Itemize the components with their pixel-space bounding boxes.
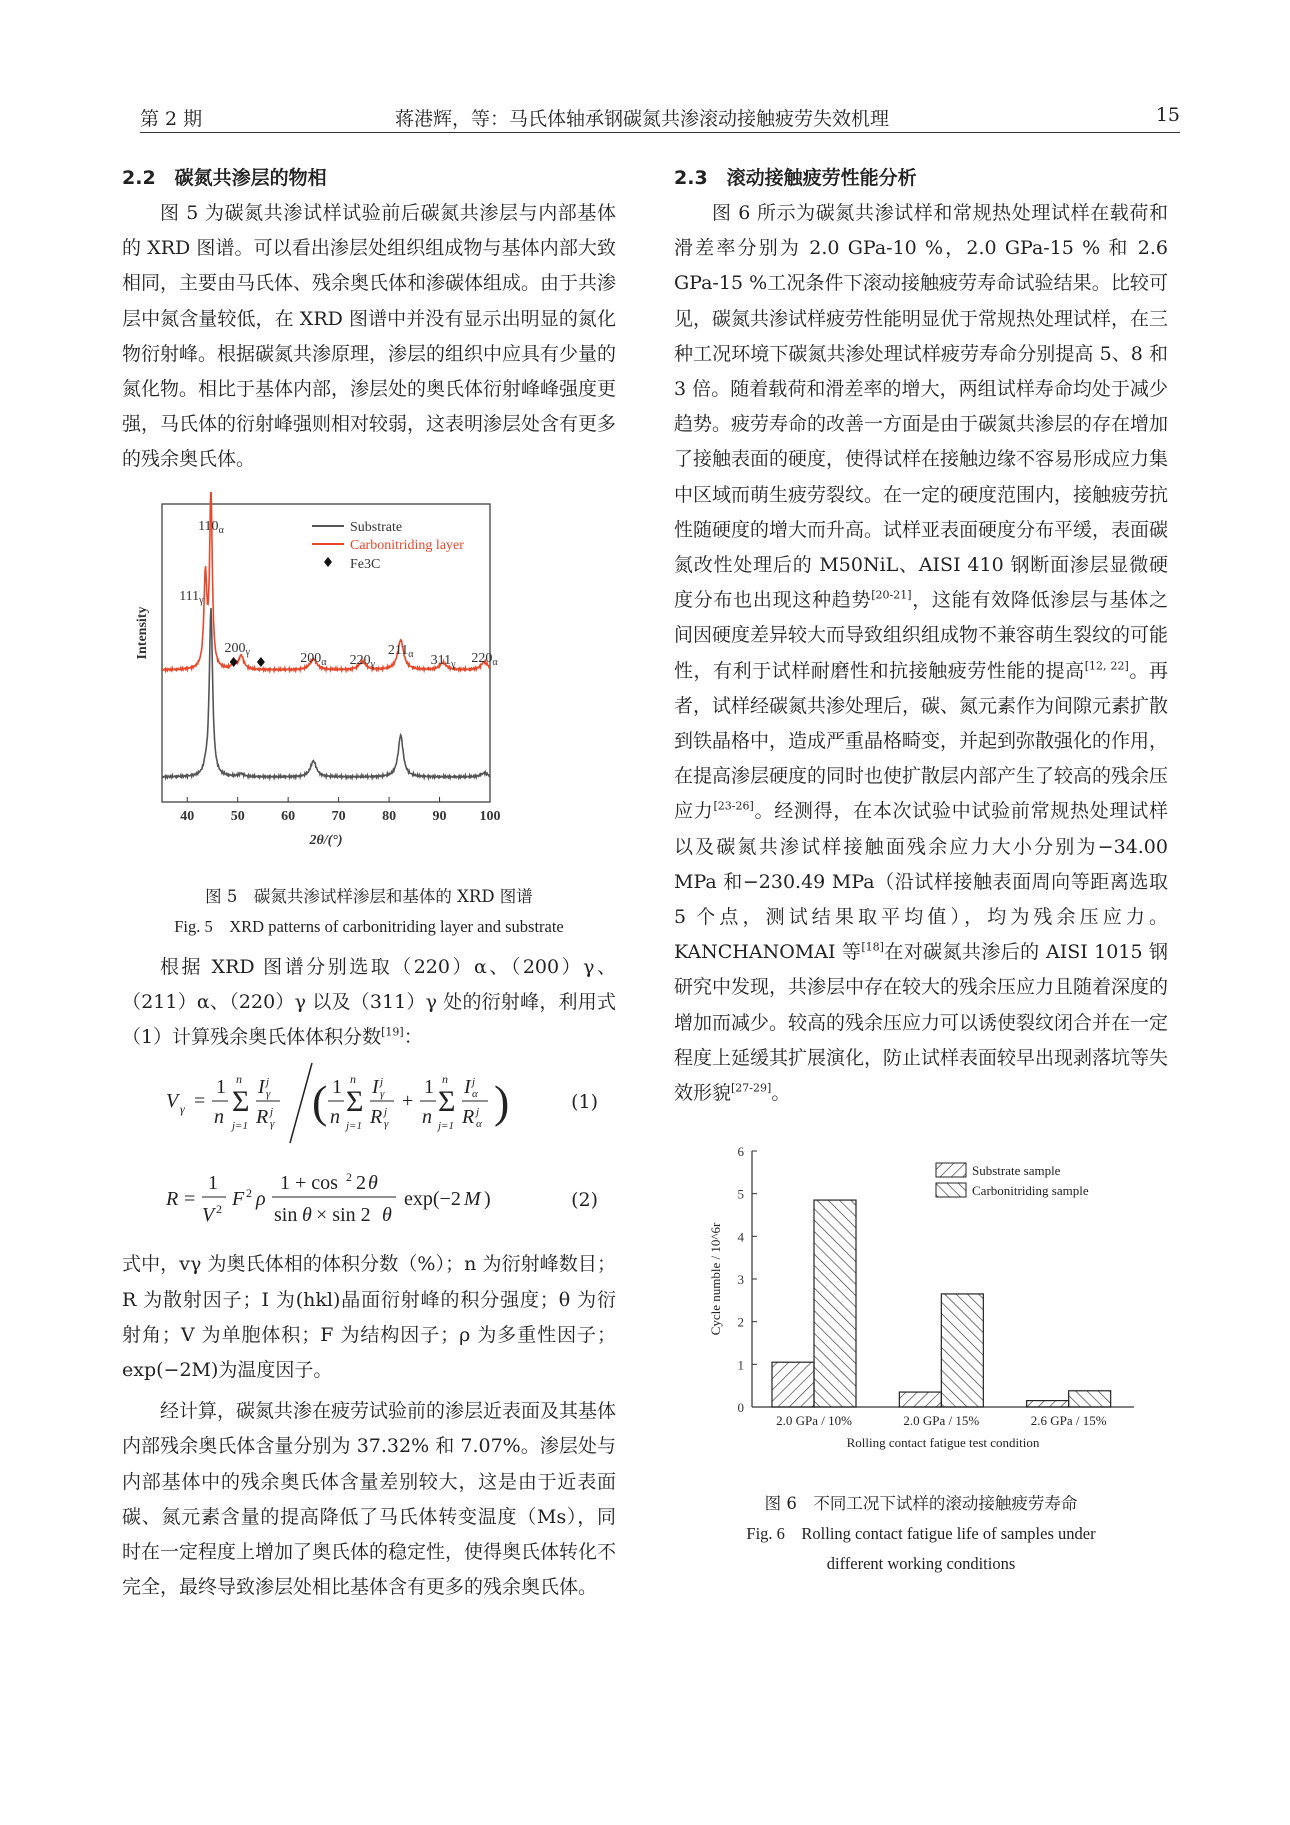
xrd-substrate-line xyxy=(162,608,490,778)
bar-y-tick-label: 3 xyxy=(737,1272,744,1288)
svg-text:1: 1 xyxy=(208,1172,218,1195)
formula-intro-end: ： xyxy=(403,1026,423,1049)
equation-2-number: (2) xyxy=(571,1189,598,1212)
xrd-x-axis-label: 2θ/(°) xyxy=(309,832,343,848)
formula-intro-text: 根据 XRD 图谱分别选取（220）α、（200）γ、（211）α、（220）γ 以及（311）γ 处的衍射峰，利用式（1）计算残余奥氏体体积分数 xyxy=(122,955,616,1049)
svg-text:γ: γ xyxy=(270,1118,275,1131)
legend-swatch xyxy=(936,1183,966,1197)
legend-label: Substrate sample xyxy=(972,1163,1061,1179)
section-heading-2-2: 2.2 碳氮共渗层的物相 xyxy=(122,167,327,189)
svg-text:Σ: Σ xyxy=(346,1085,364,1119)
page-number: 15 xyxy=(1155,104,1180,126)
svg-text:j: j xyxy=(270,1106,274,1119)
legend-label: Carbonitriding sample xyxy=(972,1183,1089,1199)
svg-text:M: M xyxy=(464,1188,481,1211)
svg-text:I: I xyxy=(258,1076,265,1099)
svg-text:j=1: j=1 xyxy=(346,1120,362,1133)
xrd-peak-label: $200_\alpha$ xyxy=(300,650,327,668)
xrd-x-tick-label: 40 xyxy=(180,808,195,824)
citation-12-22: [12, 22] xyxy=(1084,659,1129,673)
rcf-text-2: ，这能有效降低渗层与基体之间因硬度差异较大而导致组织组成物不兼容萌生裂纹的可能性，有利于试样耐磨性和抗接触疲劳性能的提高 xyxy=(674,589,1169,682)
running-header xyxy=(140,100,1180,133)
svg-text:2: 2 xyxy=(216,1202,222,1217)
xrd-peak-label: $220_\alpha$ xyxy=(471,650,498,668)
left-column xyxy=(122,162,616,1605)
bar-carbonitriding xyxy=(814,1200,856,1407)
figure-6-caption-en-2: different working conditions xyxy=(826,1554,1016,1574)
svg-text:α: α xyxy=(472,1088,478,1101)
equation-2 xyxy=(122,1155,616,1241)
section-heading-2-3: 2.3 滚动接触疲劳性能分析 xyxy=(674,167,917,189)
svg-text:j=1: j=1 xyxy=(232,1120,248,1133)
figure-5 xyxy=(122,492,616,942)
svg-text:sin: sin xyxy=(274,1204,298,1227)
bar-x-axis-label: Rolling contact fatigue test condition xyxy=(846,1435,1040,1451)
svg-text:I: I xyxy=(464,1076,471,1099)
xrd-peak-label: $211_\alpha$ xyxy=(387,642,414,660)
bar-y-tick-label: 5 xyxy=(737,1186,744,1202)
legend-fe3c-swatch xyxy=(324,557,332,567)
svg-text:n: n xyxy=(350,1072,356,1087)
citation-19: [19] xyxy=(381,1025,404,1039)
right-column xyxy=(674,162,1168,1579)
paragraph-symbols: 式中，vγ 为奥氏体相的体积分数（%）；n 为衍射峰数目；R 为散射因子；I 为(hkl)晶面衍射峰的积分强度；θ 为衍射角；V 为单胞体积；F 为结构因子；ρ 为多重性因子；exp(−2M)为温度因子。 xyxy=(122,1253,616,1382)
svg-text:R: R xyxy=(166,1188,179,1211)
rcf-text-6: 。 xyxy=(771,1082,791,1105)
paragraph-rcf xyxy=(674,196,1168,1111)
svg-text:n: n xyxy=(214,1106,224,1129)
xrd-peak-label: $111_\gamma$ xyxy=(179,588,204,606)
equation-2-formula xyxy=(162,1155,562,1241)
svg-text:γ: γ xyxy=(180,1102,185,1117)
xrd-y-axis-label: Intensity xyxy=(135,606,150,660)
xrd-chart xyxy=(122,492,616,862)
svg-text:(: ( xyxy=(312,1076,328,1128)
xrd-peak-label: $311_\gamma$ xyxy=(430,652,456,670)
svg-text:j: j xyxy=(384,1106,388,1119)
paragraph-formula-intro xyxy=(122,950,616,1056)
svg-text:2: 2 xyxy=(246,1186,252,1201)
rcf-text-3: 。再者，试样经碳氮共渗处理后，碳、氮元素作为间隙元素扩散到铁晶格中，造成严重晶格畸变，并起到弥散强化的作用，在提高渗层硬度的同时也使扩散层内部产生了较高的残余压应力 xyxy=(674,659,1169,823)
svg-text:F: F xyxy=(232,1188,245,1211)
citation-27-29: [27-29] xyxy=(731,1081,772,1095)
svg-text:): ) xyxy=(494,1076,510,1128)
svg-text:θ: θ xyxy=(382,1204,392,1227)
svg-text:n: n xyxy=(330,1106,340,1129)
bar-category-label: 2.6 GPa / 15% xyxy=(1030,1413,1107,1429)
xrd-x-tick-label: 100 xyxy=(479,808,501,824)
svg-text:=: = xyxy=(184,1188,196,1211)
svg-text:1 + cos: 1 + cos xyxy=(280,1172,338,1195)
xrd-peak-label: $200_\gamma$ xyxy=(224,640,250,658)
svg-text:γ: γ xyxy=(384,1118,389,1131)
svg-text:R: R xyxy=(462,1106,475,1129)
fe3c-marker xyxy=(257,657,265,667)
bar-carbonitriding xyxy=(941,1294,983,1407)
svg-text:j: j xyxy=(266,1076,270,1089)
paragraph-phase: 图 5 为碳氮共渗试样试验前后碳氮共渗层与内部基体的 XRD 图谱。可以看出渗层处组织组成物与基体内部大致相同，主要由马氏体、残余奥氏体和渗碳体组成。由于共渗层中氮含量较低，在 XRD 图谱中并没有显示出明显的氮化物衍射峰。根据碳氮共渗原理，渗层的组织中应具有少量的氮化物。相比于基体内部，渗层处的奥氏体衍射峰峰强度更强，马氏体的衍射峰强则相对较弱，这表明渗层处含有更多的残余奥氏体。 xyxy=(122,202,617,471)
xrd-x-tick-label: 80 xyxy=(382,808,397,824)
figure-6 xyxy=(674,1137,1168,1579)
issue-number: 第 2 期 xyxy=(140,108,203,130)
xrd-peak-label: $110_\alpha$ xyxy=(198,518,224,536)
svg-text:n: n xyxy=(442,1072,448,1087)
svg-text:γ: γ xyxy=(380,1088,385,1101)
rcf-text-5: 在对碳氮共渗后的 AISI 1015 钢研究中发现，共渗层中存在较大的残余压应力且随着深度的增加而减少。较高的残余压应力可以诱使裂纹闭合并在一定程度上延缓其扩展演化，防止试样表面较早出现剥落坑等失效形貌 xyxy=(674,941,1169,1105)
xrd-x-tick-label: 70 xyxy=(331,808,346,824)
svg-text:I: I xyxy=(372,1076,379,1099)
svg-text:1: 1 xyxy=(424,1076,434,1099)
svg-text:j: j xyxy=(380,1076,384,1089)
svg-text:1: 1 xyxy=(216,1076,226,1099)
running-title: 蒋港辉，等：马氏体轴承钢碳氮共渗滚动接触疲劳失效机理 xyxy=(395,108,890,130)
svg-text:θ: θ xyxy=(302,1204,312,1227)
legend-layer-label: Carbonitriding layer xyxy=(350,537,464,553)
svg-text:ρ: ρ xyxy=(256,1188,266,1211)
svg-text:j: j xyxy=(472,1076,476,1089)
legend-substrate-label: Substrate xyxy=(350,519,403,535)
xrd-x-tick-label: 50 xyxy=(230,808,245,824)
svg-text:2: 2 xyxy=(346,1170,352,1185)
bar-substrate xyxy=(1027,1401,1069,1407)
bar-y-tick-label: 6 xyxy=(737,1144,744,1160)
citation-20-21: [20-21] xyxy=(871,588,912,602)
equation-1 xyxy=(122,1055,616,1149)
svg-text:R: R xyxy=(370,1106,383,1129)
bar-carbonitriding xyxy=(1069,1391,1111,1407)
svg-text:α: α xyxy=(476,1118,482,1131)
figure-6-caption-en-1: Fig. 6 Rolling contact fatigue life of samples under xyxy=(746,1524,1096,1544)
svg-text:j: j xyxy=(476,1106,480,1119)
svg-text:n: n xyxy=(236,1072,242,1087)
bar-y-tick-label: 1 xyxy=(737,1357,744,1373)
svg-text:× sin 2: × sin 2 xyxy=(316,1204,371,1227)
svg-text:1: 1 xyxy=(332,1076,342,1099)
paragraph-calculation: 经计算，碳氮共渗在疲劳试验前的渗层近表面及其基体内部残余奥氏体含量分别为 37.32% 和 7.07%。渗层处与内部基体中的残余奥氏体含量差别较大，这是由于近表面碳、氮元素含量的提高降低了马氏体转变温度（Ms），同时在一定程度上增加了奥氏体的稳定性，使得奥氏体转化不完全，最终导致渗层处相比基体含有更多的残余奥氏体。 xyxy=(122,1400,617,1599)
svg-text:exp(−2: exp(−2 xyxy=(404,1188,461,1211)
bar-y-tick-label: 4 xyxy=(737,1229,744,1245)
svg-text:Σ: Σ xyxy=(232,1085,250,1119)
citation-18: [18] xyxy=(861,940,884,954)
bar-substrate xyxy=(772,1362,814,1407)
bar-substrate xyxy=(899,1392,941,1407)
bar-y-tick-label: 2 xyxy=(737,1314,744,1330)
svg-text:Σ: Σ xyxy=(438,1085,456,1119)
figure-5-caption-cn: 图 5 碳氮共渗试样渗层和基体的 XRD 图谱 xyxy=(205,886,533,906)
svg-text:j=1: j=1 xyxy=(438,1120,454,1133)
svg-text:γ: γ xyxy=(266,1088,271,1101)
xrd-peak-label: $220_\gamma$ xyxy=(349,652,376,670)
bar-y-axis-label: Cycle numble / 10^6r xyxy=(708,1222,723,1336)
equation-1-formula xyxy=(162,1055,562,1149)
xrd-x-tick-label: 60 xyxy=(281,808,296,824)
equation-1-number: (1) xyxy=(571,1091,598,1114)
svg-text:+: + xyxy=(402,1090,414,1113)
svg-text:V: V xyxy=(202,1204,215,1227)
svg-text:=: = xyxy=(194,1090,206,1113)
bar-category-label: 2.0 GPa / 15% xyxy=(903,1413,980,1429)
bar-category-label: 2.0 GPa / 10% xyxy=(776,1413,852,1429)
svg-text:R: R xyxy=(256,1106,269,1129)
svg-text:): ) xyxy=(484,1188,491,1211)
rcf-text-4: 。经测得，在本次试验中试验前常规热处理试样以及碳氮共渗试样接触面残余应力大小分别为−34.00 MPa 和−230.49 MPa（沿试样接触表面周向等距离选取 5 个点，测试结果取平均值），均为残余压应力。KANCHANOMAI 等 xyxy=(674,800,1168,964)
svg-text:V: V xyxy=(166,1090,179,1113)
citation-23-26: [23-26] xyxy=(713,800,754,814)
bar-y-tick-label: 0 xyxy=(737,1400,744,1416)
figure-5-caption-en: Fig. 5 XRD patterns of carbonitriding layer and substrate xyxy=(174,916,564,936)
figure-6-caption-cn: 图 6 不同工况下试样的滚动接触疲劳寿命 xyxy=(764,1494,1078,1514)
svg-text:θ: θ xyxy=(368,1172,378,1195)
legend-swatch xyxy=(936,1163,966,1177)
xrd-x-tick-label: 90 xyxy=(432,808,447,824)
legend-fe3c-label: Fe3C xyxy=(350,556,381,572)
rcf-text-1: 图 6 所示为碳氮共渗试样和常规热处理试样在载荷和滑差率分别为 2.0 GPa-10 %，2.0 GPa-15 % 和 2.6 GPa-15 %工况条件下滚动接触疲劳寿命试验结果。比较可见，碳氮共渗试样疲劳性能明显优于常规热处理试样，在三种工况环境下碳氮共渗处理试样疲劳寿命分别提高 5、8 和 3 倍。随着载荷和滑差率的增大，两组试样寿命均处于减少趋势。疲劳寿命的改善一方面是由于碳氮共渗层的存在增加了接触表面的硬度，使得试样在接触边缘不容易形成应力集中区域而萌生疲劳裂纹。在一定的硬度范围内，接触疲劳抗性随硬度的增大而升高。试样亚表面硬度分布平缓，表面碳氮改性处理后的 M50NiL、AISI 410 钢断面渗层显微硬度分布也出现这种趋势 xyxy=(674,202,1169,612)
rcf-bar-chart xyxy=(674,1137,1168,1473)
svg-text:2: 2 xyxy=(356,1172,366,1195)
svg-text:n: n xyxy=(422,1106,432,1129)
